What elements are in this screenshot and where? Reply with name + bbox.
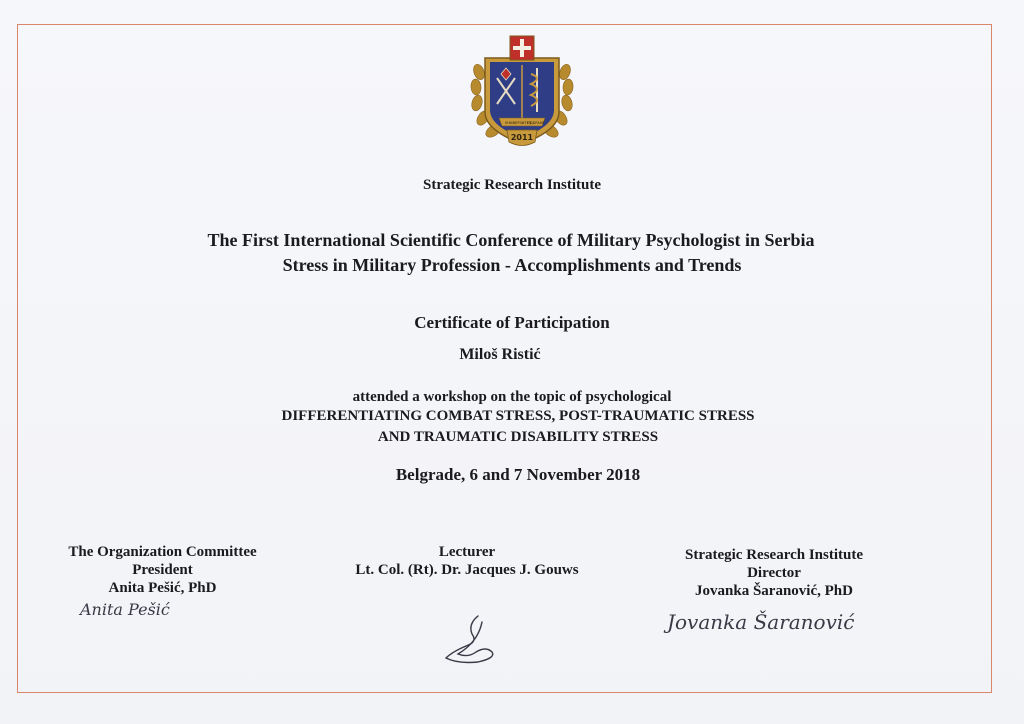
emblem-text-right: ОДБРАНЕ [527, 121, 545, 125]
conference-subtitle: Stress in Military Profession - Accomplishments and Trends [282, 255, 742, 275]
emblem-text-left: УНИВЕРЗИТЕТ [505, 121, 532, 125]
signature-text: Anita Pešić [80, 600, 170, 619]
signature-text: Jovanka Šaranović [667, 610, 855, 634]
signatory-org: The Organization Committee [68, 544, 257, 560]
handwritten-signature-saranovic [667, 604, 907, 650]
strategic-research-institute-emblem-icon [469, 32, 575, 158]
workshop-topic-line-1: DIFFERENTIATING COMBAT STRESS, POST-TRAUMATIC STRESS [281, 408, 755, 424]
signatory-name: Jovanka Šaranović, PhD [695, 583, 853, 599]
recipient-name: Miloš Ristić [459, 346, 541, 363]
signatory-organization-committee [35, 543, 290, 597]
attendance-statement: attended a workshop on the topic of psychological [352, 389, 672, 405]
signatory-role: President [132, 562, 193, 578]
handwritten-signature-pesic [80, 600, 190, 626]
place-and-date: Belgrade, 6 and 7 November 2018 [395, 465, 641, 484]
emblem-year: 2011 [510, 133, 534, 142]
signatory-role: Director [747, 565, 801, 581]
signatory-lecturer [312, 543, 622, 579]
institute-name: Strategic Research Institute [422, 177, 601, 193]
signatory-strategic-research-institute [640, 546, 908, 600]
signatory-name: Anita Pešić, PhD [108, 580, 217, 596]
signatory-org: Strategic Research Institute [684, 547, 863, 563]
signatory-org: Lecturer [438, 544, 496, 560]
conference-title: The First International Scientific Conference of Military Psychologist in Serbia [207, 230, 815, 250]
handwritten-signature-gouws-icon [438, 612, 504, 668]
workshop-topic-line-2: AND TRAUMATIC DISABILITY STRESS [377, 429, 659, 445]
certificate-title: Certificate of Participation [414, 313, 610, 332]
signatory-role: Lt. Col. (Rt). Dr. Jacques J. Gouws [355, 562, 579, 578]
